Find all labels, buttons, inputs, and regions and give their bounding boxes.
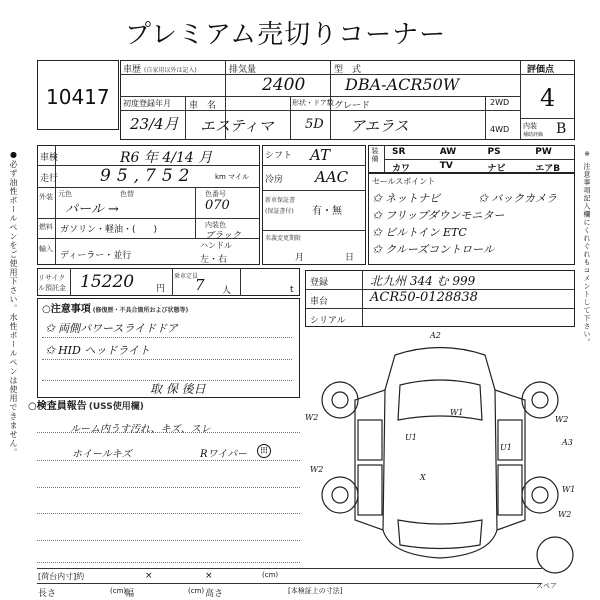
star-icon: ✩ bbox=[372, 242, 383, 256]
inspection-value: R6 年 4/14 月 bbox=[120, 150, 213, 166]
star-icon: ✩ bbox=[372, 225, 383, 239]
note-line-2: ✩ HID ヘッドライト bbox=[45, 343, 150, 357]
import-options: ディーラー・並行 bbox=[60, 251, 132, 261]
grade-label: 評価点 bbox=[527, 65, 555, 75]
notes-bullet-icon: ○ bbox=[42, 304, 51, 315]
sales-point-item: ✩ ネットナビ bbox=[372, 191, 441, 205]
rename-day: 日 bbox=[345, 253, 355, 263]
import-label: 輸入 bbox=[39, 245, 53, 253]
doors-label: 形状・ドア数 bbox=[292, 99, 334, 107]
car-name-label: 車 名 bbox=[189, 101, 217, 111]
color-label-ext: 外装 bbox=[39, 193, 53, 201]
windshield bbox=[398, 380, 482, 420]
shift-value: AT bbox=[310, 146, 331, 164]
car-body bbox=[383, 348, 497, 559]
cert-note: [本検証上の寸法] bbox=[288, 587, 343, 595]
handle-label: ハンドル bbox=[200, 241, 232, 250]
star-icon: ✩ bbox=[45, 321, 56, 335]
equipment-label: 装備 bbox=[371, 147, 379, 163]
rear-left-door bbox=[358, 465, 382, 515]
mileage-label: 走行 bbox=[40, 174, 59, 184]
cargo-cm: (cm) bbox=[262, 571, 279, 579]
mark-w1-center: W1 bbox=[450, 408, 464, 417]
wheel-rear-left bbox=[322, 477, 358, 513]
grade-value: 4 bbox=[540, 84, 556, 112]
page-title: プレミアム売切りコーナー bbox=[125, 20, 447, 50]
mark-w2-left: W2 bbox=[305, 413, 319, 422]
4wd-label: 4WD bbox=[490, 125, 510, 134]
report-bullet-icon: ○ bbox=[28, 401, 37, 412]
serial-label: シリアル bbox=[310, 316, 346, 326]
equipment-item: PS bbox=[487, 147, 501, 157]
sales-point-item: ✩ バックカメラ bbox=[478, 191, 558, 205]
fuel-label: 燃料 bbox=[39, 223, 53, 231]
mark-w2-rear-left: W2 bbox=[310, 465, 324, 474]
equipment-item: AW bbox=[439, 147, 457, 157]
sales-point-item: ✩ ビルトイン ETC bbox=[372, 225, 467, 239]
mileage-value: 95,752 bbox=[100, 166, 196, 186]
mark-a2-top: A2 bbox=[430, 331, 441, 340]
ac-label: 冷房 bbox=[265, 175, 284, 185]
star-icon: ✩ bbox=[478, 191, 489, 205]
recycle-value: 15220 bbox=[80, 272, 135, 292]
trim-label: グレード bbox=[334, 101, 371, 111]
sales-points-label: セールスポイント bbox=[372, 177, 436, 186]
cargo-label: [荷台内寸]約 bbox=[38, 572, 85, 581]
side-note-right: ※ 注意事項記入欄にくれぐれもコメントして下さい。 bbox=[583, 150, 591, 347]
interior-grade: B bbox=[556, 121, 567, 137]
spare-tire bbox=[537, 537, 573, 573]
fuel-options: ガソリン・軽油・( ) bbox=[60, 225, 158, 235]
star-icon: ✩ bbox=[45, 343, 56, 357]
report-circled-mark: 田 bbox=[257, 444, 271, 458]
color-label-orig: 元色 bbox=[58, 190, 72, 198]
first-reg-label: 初度登録年月 bbox=[123, 99, 171, 108]
interior-color-value: ブラック bbox=[205, 231, 241, 241]
seats-value: 7 bbox=[195, 276, 205, 294]
2wd-label: 2WD bbox=[490, 98, 510, 107]
front-right-door bbox=[498, 420, 522, 460]
plate-value: 北九州 344 む 999 bbox=[370, 274, 476, 288]
length-label: 長さ bbox=[38, 589, 57, 599]
shift-label: シフト bbox=[265, 151, 293, 161]
star-icon: ✩ bbox=[372, 208, 383, 222]
displacement-value: 2400 bbox=[262, 75, 306, 95]
star-icon: ✩ bbox=[372, 191, 383, 205]
weight-unit: t bbox=[290, 285, 294, 295]
ac-value: AAC bbox=[315, 168, 349, 186]
recycle-label: リサイクル預託金 bbox=[38, 274, 66, 292]
width-label: 幅 bbox=[125, 589, 135, 599]
rear-window bbox=[398, 520, 482, 549]
sales-point-item: ✩ フリップダウンモニター bbox=[372, 208, 505, 222]
cargo-x2: × bbox=[205, 571, 213, 581]
owner-options: 有・無 bbox=[312, 206, 342, 217]
rear-right-door bbox=[498, 465, 522, 515]
trim-value: アエラス bbox=[350, 117, 409, 135]
lot-number: 10417 bbox=[46, 85, 110, 109]
equipment-item: カワ bbox=[392, 164, 411, 174]
report-title: ○検査員報告 (USS使用欄) bbox=[28, 401, 144, 412]
doors-value: 5D bbox=[305, 117, 324, 132]
color-label-change: 色替 bbox=[120, 190, 134, 198]
wheel-rear-right bbox=[522, 477, 558, 513]
cargo-cm-2: (cm) bbox=[110, 587, 127, 595]
owner-sub: (保証書付) bbox=[265, 208, 294, 215]
color-code-value: 070 bbox=[205, 198, 230, 213]
wheel-front-right bbox=[522, 382, 558, 418]
car-name-value: エスティマ bbox=[200, 117, 274, 135]
mark-w2-rear-right: W2 bbox=[558, 510, 572, 519]
note-line-1: ✩ 両側パワースライドドア bbox=[45, 321, 178, 335]
interior-color-label: 内装色 bbox=[205, 221, 226, 229]
front-left-door bbox=[358, 420, 382, 460]
plate-label: 登録 bbox=[310, 278, 329, 288]
report-line-3: Rワイパー bbox=[200, 449, 248, 460]
report-line-2: ホイールキズ bbox=[72, 449, 132, 460]
mark-w1-rear-right: W1 bbox=[562, 485, 576, 494]
report-line-1: ルーム内うす汚れ、キズ、スレ bbox=[70, 424, 211, 435]
model-label: 型 式 bbox=[334, 65, 362, 75]
height-label: 高さ bbox=[205, 589, 224, 599]
interior-sub-label: 補助評価 bbox=[523, 132, 544, 138]
recycle-unit: 円 bbox=[156, 284, 166, 294]
lot-number-box bbox=[37, 60, 119, 130]
color-value: パール → bbox=[65, 202, 119, 217]
mileage-unit: km マイル bbox=[215, 173, 249, 181]
rename-label: 名義変更期限 bbox=[265, 235, 302, 242]
stamp-note: 取 保 後日 bbox=[150, 382, 206, 396]
equipment-item: SR bbox=[392, 147, 406, 157]
history-label: 車歴 (自家用以外は記入) bbox=[123, 65, 197, 75]
cargo-x1: × bbox=[145, 571, 153, 581]
color-code-label: 色番号 bbox=[205, 190, 226, 198]
model-value: DBA-ACR50W bbox=[345, 75, 460, 94]
spare-label: スペア bbox=[536, 582, 557, 590]
equipment-item: PW bbox=[535, 147, 552, 157]
interior-label: 内装 bbox=[523, 122, 537, 130]
wheel-front-left bbox=[322, 382, 358, 418]
car-diagram bbox=[300, 330, 580, 590]
rename-month: 月 bbox=[295, 253, 305, 263]
seats-label: 乗車定員 bbox=[174, 273, 199, 280]
mark-x-center: X bbox=[420, 473, 426, 482]
handle-options: 左・右 bbox=[200, 255, 228, 265]
mark-u1-right: U1 bbox=[500, 443, 512, 452]
equipment-item: エアB bbox=[535, 164, 561, 174]
mark-a3-right: A3 bbox=[562, 438, 573, 447]
cargo-cm-3: (cm) bbox=[188, 587, 205, 595]
chassis-value: ACR50-0128838 bbox=[370, 290, 478, 305]
displacement-label: 排気量 bbox=[229, 65, 257, 75]
seats-unit: 人 bbox=[222, 286, 232, 296]
chassis-label: 車台 bbox=[310, 297, 329, 307]
recycle-row bbox=[37, 268, 300, 296]
first-reg-value: 23/4月 bbox=[130, 115, 179, 133]
mark-u1-left: U1 bbox=[405, 433, 417, 442]
mark-w2-right: W2 bbox=[555, 415, 569, 424]
equipment-item: ナビ bbox=[487, 164, 506, 174]
sales-point-item: ✩ クルーズコントロール bbox=[372, 242, 494, 256]
equipment-item: TV bbox=[439, 161, 453, 171]
inspection-label: 車検 bbox=[40, 153, 59, 163]
side-note-left: ●必ず油性ボールペンをご使用下さい。水性ボールペンは使用できません。 bbox=[9, 150, 18, 457]
notes-title: ○注意事項 (修復歴・不具合箇所および状態等) bbox=[42, 304, 189, 315]
owner-label: 新車保証書 bbox=[265, 197, 296, 204]
